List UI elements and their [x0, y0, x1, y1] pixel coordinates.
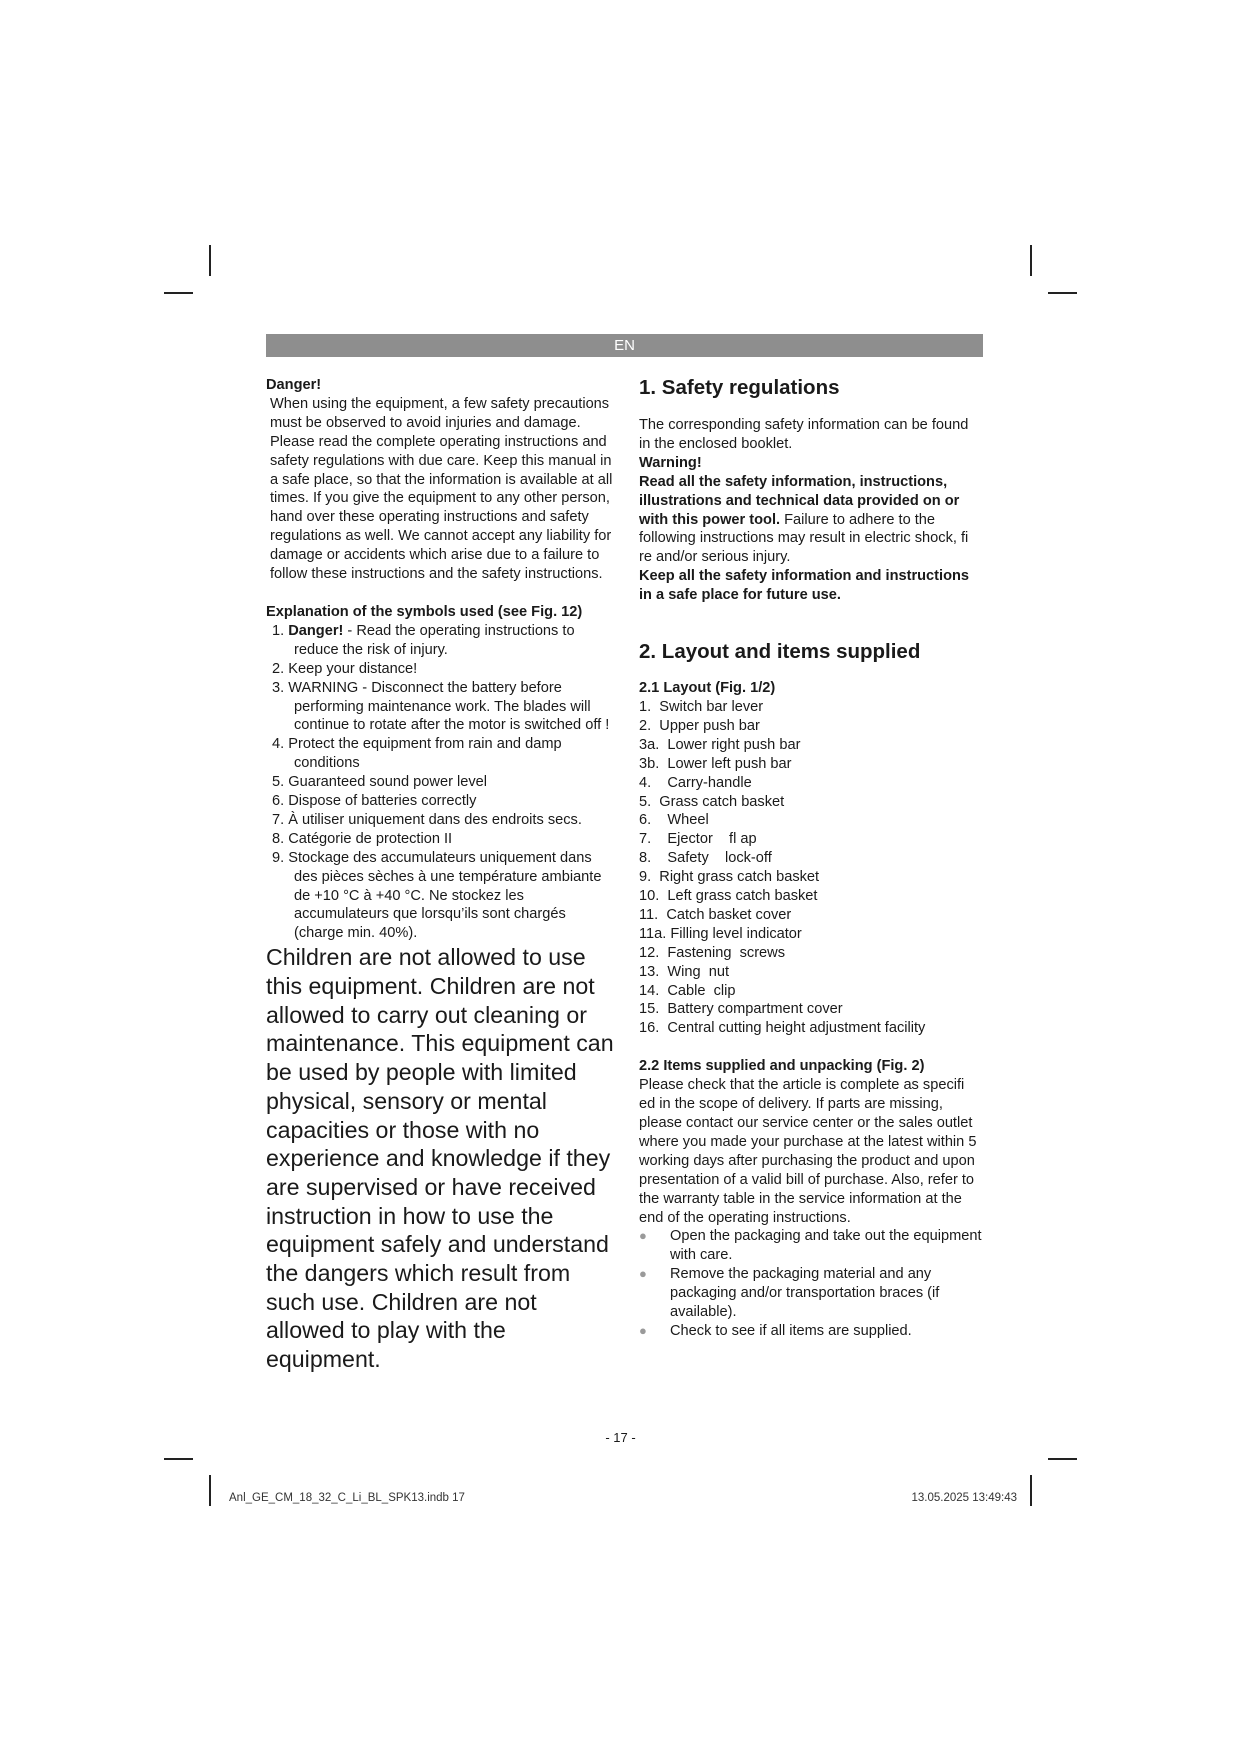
bullet-text: Check to see if all items are supplied.: [670, 1322, 912, 1339]
warning-paragraph: [639, 473, 983, 568]
symbol-text: À utiliser uniquement dans des endroits secs.: [288, 811, 582, 828]
symbol-text: Keep your distance!: [288, 660, 418, 677]
items-supplied-subheading: 2.2 Items supplied and unpacking (Fig. 2): [639, 1058, 925, 1075]
bullet-text: Open the packaging and take out the equipment with care.: [670, 1228, 982, 1264]
warning-bold-text: Read all the safety information, instructions, illustrations and technical data provided on or with this power tool.: [639, 473, 960, 528]
language-header-bar: [266, 334, 983, 357]
symbol-item: [266, 622, 616, 660]
symbol-item: [266, 773, 616, 792]
symbol-bold: Danger!: [288, 622, 344, 639]
safety-info-text: The corresponding safety information can be found in the enclosed booklet.: [639, 417, 969, 452]
layout-list: [639, 698, 983, 1038]
layout-item: 5. Grass catch basket: [639, 793, 785, 810]
layout-item: 11. Catch basket cover: [639, 906, 792, 923]
children-warning: Children are not allowed to use this equipment. Children are not allowed to carry out cleaning or maintenance. This equipment can be used by people with limited physical, sensory or mental capacities or those with no experience and knowledge if they are supervised or have received instruction in how to use the equipment safely and understand the dangers which result from such use. Children are not allowed to play with the equipment.: [266, 944, 614, 1373]
crop-mark: [164, 1458, 193, 1460]
bullet-item: [639, 1322, 983, 1341]
footer-file: Anl_GE_CM_18_32_C_Li_BL_SPK13.indb 17: [229, 1492, 465, 1504]
page-number: - 17 -: [605, 1430, 636, 1445]
symbol-number: 5.: [272, 774, 285, 791]
layout-item: 7. Ejector fl ap: [639, 831, 757, 848]
crop-mark: [164, 292, 193, 294]
bullet-item: [639, 1265, 983, 1322]
layout-item: 9. Right grass catch basket: [639, 869, 820, 886]
crop-mark: [1048, 292, 1077, 294]
layout-item: 12. Fastening screws: [639, 944, 786, 961]
symbols-list: [266, 622, 616, 943]
language-label: EN: [614, 337, 635, 354]
symbols-title: Explanation of the symbols used (see Fig. 12): [266, 603, 583, 620]
bullet-icon: ●: [639, 1228, 647, 1244]
symbol-item: [266, 735, 616, 773]
bullet-icon: ●: [639, 1322, 647, 1338]
warning-text: Failure to adhere to the following instructions may result in electric shock, fi re and/or serious injury.: [639, 511, 969, 566]
bullet-icon: ●: [639, 1266, 647, 1282]
bullet-text: Remove the packaging material and any packaging and/or transportation braces (if available).: [670, 1266, 940, 1321]
layout-item: 6. Wheel: [639, 812, 709, 829]
symbol-text: Stockage des accumulateurs uniquement dans des pièces sèches à une température ambiante de +10 °C à +40 °C. Ne stockez les accumulateurs que lorsqu’ils sont chargés (charge min. 40%).: [288, 849, 602, 942]
symbol-number: 6.: [272, 793, 285, 810]
symbol-number: 1.: [272, 622, 285, 639]
symbol-text: WARNING - Disconnect the battery before performing maintenance work. The blades will continue to rotate after the motor is switched off !: [288, 679, 610, 734]
layout-item: 16. Central cutting height adjustment facility: [639, 1020, 926, 1037]
layout-item: 15. Battery compartment cover: [639, 1001, 843, 1018]
safety-regulations-heading: 1. Safety regulations: [639, 376, 840, 399]
symbol-item: [266, 792, 616, 811]
layout-item: 8. Safety lock-off: [639, 850, 772, 867]
layout-item: 4. Carry-handle: [639, 774, 752, 791]
danger-text: When using the equipment, a few safety precautions must be observed to avoid injuries and damage. Please read the complete operating instructions and safety regulations with due care. Keep this manual in a safe place, so that the information is available at all times. If you give the equipment to any other person, hand over these operating instructions and safety regulations as well. We cannot accept any liability for damage or accidents which arise due to a failure to follow these instructions and the safety instructions.: [270, 395, 613, 583]
crop-mark: [209, 245, 211, 276]
right-column: [639, 376, 983, 1341]
layout-item: 3a. Lower right push bar: [639, 736, 801, 753]
warning-label: Warning!: [639, 454, 702, 471]
crop-mark: [1048, 1458, 1077, 1460]
symbol-number: 4.: [272, 736, 285, 753]
symbol-number: 2.: [272, 660, 285, 677]
symbol-item: [266, 830, 616, 849]
crop-mark: [209, 1475, 211, 1506]
symbol-text: Dispose of batteries correctly: [288, 793, 477, 810]
danger-title: Danger!: [266, 377, 322, 393]
symbol-item: [266, 849, 616, 944]
symbol-number: 9.: [272, 849, 285, 866]
symbol-number: 8.: [272, 830, 285, 847]
keep-safe-text: Keep all the safety information and instructions in a safe place for future use.: [639, 568, 970, 604]
footer-datetime: 13.05.2025 13:49:43: [911, 1492, 1017, 1504]
layout-item: 1. Switch bar lever: [639, 698, 764, 715]
symbol-item: [266, 811, 616, 830]
layout-item: 14. Cable clip: [639, 982, 736, 999]
crop-mark: [1030, 245, 1032, 276]
layout-item: 3b. Lower left push bar: [639, 755, 792, 772]
symbol-item: [266, 679, 616, 736]
bullet-item: [639, 1227, 983, 1265]
symbol-text: - Read the operating instructions to reduce the risk of injury.: [294, 622, 575, 658]
symbol-number: 3.: [272, 679, 285, 696]
layout-subheading: 2.1 Layout (Fig. 1/2): [639, 680, 776, 697]
layout-item: 13. Wing nut: [639, 963, 730, 980]
layout-item: 2. Upper push bar: [639, 717, 760, 734]
symbol-item: [266, 660, 616, 679]
layout-item: 10. Left grass catch basket: [639, 888, 818, 905]
items-supplied-text: Please check that the article is complete as specifi ed in the scope of delivery. If parts are missing, please contact our service center or the sales outlet where you made your purchase at the latest within 5 working days after purchasing the product and upon presentation of a valid bill of purchase. Also, refer to the warranty table in the service information at the end of the operating instructions.: [639, 1077, 977, 1226]
crop-mark: [1030, 1475, 1032, 1506]
layout-item: 11a. Filling level indicator: [639, 925, 802, 942]
left-column: [266, 376, 616, 1374]
layout-items-heading: 2. Layout and items supplied: [639, 640, 921, 664]
symbol-text: Catégorie de protection II: [288, 830, 453, 847]
unpacking-bullets: [639, 1227, 983, 1340]
symbol-text: Protect the equipment from rain and damp conditions: [288, 736, 562, 772]
symbol-number: 7.: [272, 811, 285, 828]
symbol-text: Guaranteed sound power level: [288, 774, 488, 791]
